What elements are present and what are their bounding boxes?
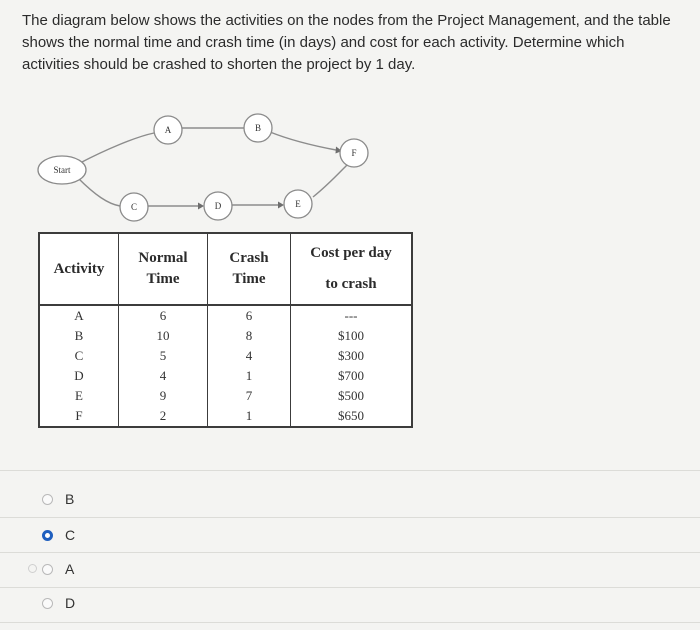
header-cost-line2: to crash [325,276,377,292]
node-a [154,116,182,144]
edge-start-a [80,133,154,163]
option-label: A [65,561,75,577]
divider [0,470,700,471]
node-b [244,114,272,142]
cell-activity: D [39,366,119,386]
option-d[interactable] [42,593,75,613]
option-label: B [65,491,75,507]
option-label: D [65,595,76,611]
table-row [39,366,412,386]
option-b[interactable] [42,489,74,509]
cell-crash: 1 [208,366,291,386]
radio-button[interactable] [42,564,53,575]
node-c-label: C [130,202,138,212]
cell-crash: 7 [208,386,291,406]
cell-activity: A [39,305,119,326]
header-cost-line1: Cost per day [310,245,392,261]
header-normal-time [119,233,208,305]
cell-activity: E [39,386,119,406]
radio-button[interactable] [42,494,53,505]
divider [0,517,700,518]
cell-activity: B [39,326,119,346]
node-e-label: E [295,199,301,209]
table-row [39,305,412,326]
cell-normal: 2 [119,406,208,427]
cell-activity: C [39,346,119,366]
edge-e-f [313,165,347,197]
edge-b-f [270,132,336,150]
cell-normal: 10 [119,326,208,346]
node-start [38,156,86,184]
option-label: C [65,527,76,543]
question-text: The diagram below shows the activities on the nodes from the Project Management, and the table shows the normal time and crash time (in days) and cost for each activity. Determine which activities should be crashed to shorten the project by 1 day. [22,12,671,73]
edge-start-c [78,178,120,206]
arrowhead-d [198,203,204,210]
activity-table [38,232,413,428]
cell-crash: 6 [208,305,291,326]
table-row [39,346,412,366]
network-diagram [0,0,700,230]
cell-normal: 9 [119,386,208,406]
header-crash-time [208,233,291,305]
divider [0,587,700,588]
node-e [284,190,312,218]
cell-cost: $650 [338,408,364,423]
table-header-row [39,233,412,305]
cell-normal: 4 [119,366,208,386]
divider [0,552,700,553]
option-a[interactable] [42,559,74,579]
header-activity: Activity [39,233,119,305]
cell-normal: 6 [119,305,208,326]
node-f [340,139,368,167]
faded-radio-icon [28,564,37,573]
header-normal-line1: Normal [138,250,188,266]
node-c [120,193,148,221]
table-row [39,386,412,406]
option-c[interactable] [42,525,75,545]
node-f-label: F [351,148,357,158]
cell-activity: F [39,406,119,427]
cell-cost: $500 [338,388,364,403]
cell-cost: $300 [338,348,364,363]
node-start-label: Start [53,165,71,175]
node-b-label: B [254,123,262,133]
header-normal-line2: Time [146,271,180,287]
cell-cost: $700 [338,368,364,383]
cell-cost: --- [344,308,358,323]
arrowhead-e [278,202,284,209]
node-d-label: D [214,201,222,211]
cell-crash: 4 [208,346,291,366]
divider [0,622,700,623]
cell-crash: 8 [208,326,291,346]
cell-cost: $100 [338,328,364,343]
radio-button-selected[interactable] [42,530,53,541]
node-d [204,192,232,220]
header-cost-per-day [291,233,413,305]
table-row [39,406,412,427]
header-crash-line1: Crash [229,250,269,266]
header-crash-line2: Time [232,271,266,287]
table-row [39,326,412,346]
cell-crash: 1 [208,406,291,427]
radio-button[interactable] [42,598,53,609]
node-a-label: A [164,125,172,135]
cell-normal: 5 [119,346,208,366]
